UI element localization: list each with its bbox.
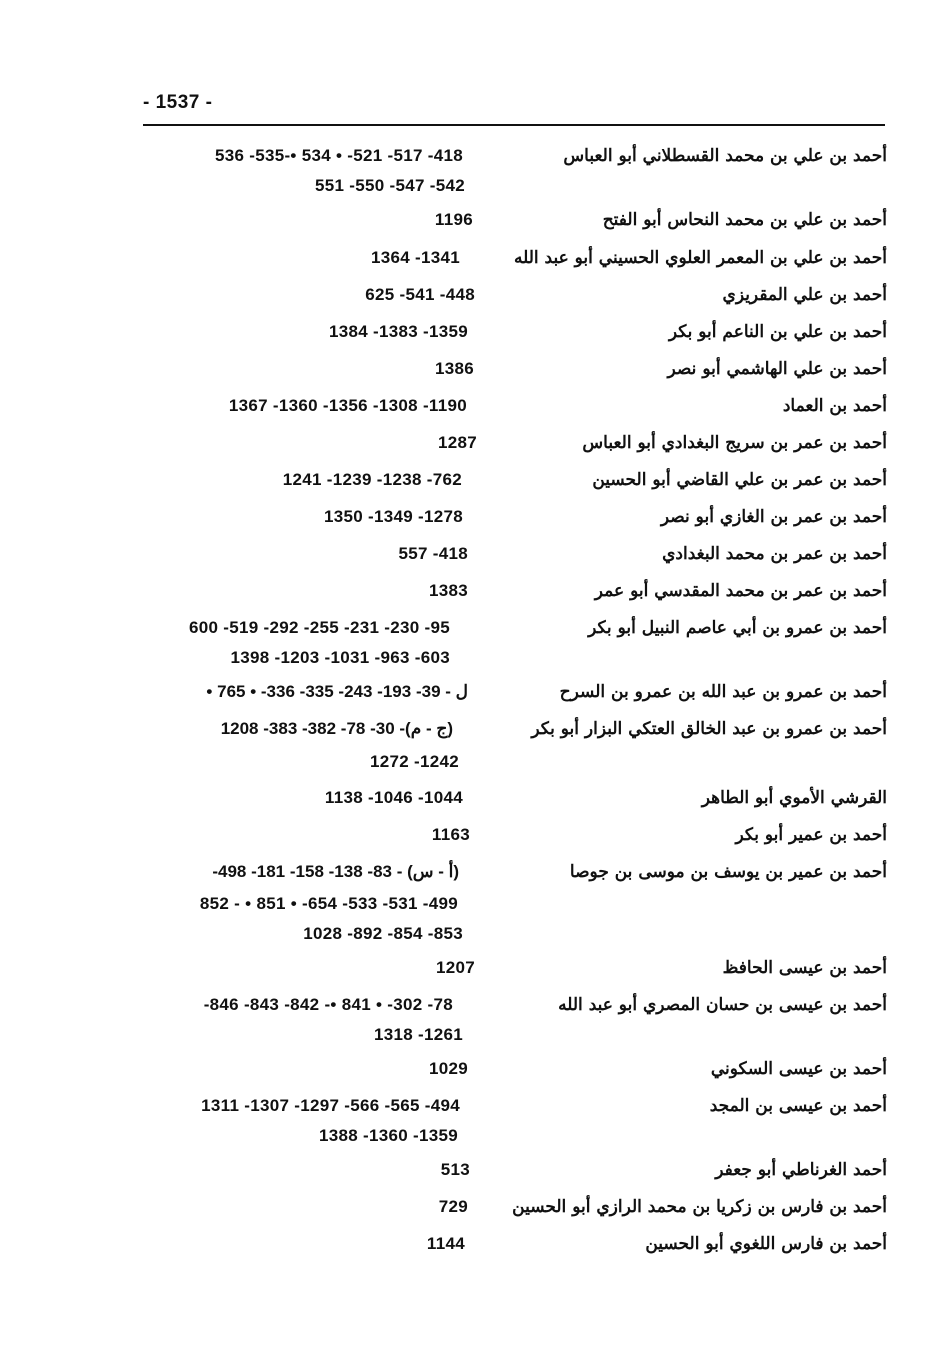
entry-name: أحمد بن علي بن محمد القسطلاني أبو العباس <box>563 146 887 166</box>
entry-name: أحمد بن عمرو بن أبي عاصم النبيل أبو بكر <box>588 618 887 638</box>
entry-name: أحمد بن عيسى بن حسان المصري أبو عبد الله <box>558 995 887 1015</box>
entry-pages: 418- 557 <box>398 544 468 563</box>
entry-pages: 78- 302- • 841 •- 842- 843- 846- <box>203 995 453 1014</box>
entry-name: أحمد بن عيسى بن المجد <box>709 1096 887 1116</box>
entry-pages: ل - 39- 193- 243- 335- 336- • 765 • <box>206 682 468 701</box>
entry-pages: 1207 <box>435 958 475 977</box>
entry-name: أحمد بن العماد <box>782 396 887 416</box>
entry-name: أحمد بن عيسى السكوني <box>710 1059 887 1079</box>
entry-pages: 1386 <box>434 359 474 378</box>
entry-pages: 1144 <box>426 1234 465 1253</box>
entry-name: أحمد بن عمير أبو بكر <box>735 825 887 845</box>
entry-name: أحمد بن عيسى الحافظ <box>722 958 887 978</box>
entry-pages: 1242- 1272 <box>369 752 459 771</box>
entry-pages: 1359- 1383- 1384 <box>328 322 468 341</box>
entry-pages: 603- 963- 1031- 1203- 1398 <box>230 648 450 667</box>
entry-name: أحمد بن عمر بن محمد المقدسي أبو عمر <box>594 581 887 601</box>
entry-name: أحمد بن عمر بن محمد البغدادي <box>662 544 887 564</box>
entry-pages: 853- 854- 892- 1028 <box>303 924 463 943</box>
entry-pages: 513 <box>440 1160 470 1179</box>
entry-name: أحمد بن علي المقريزي <box>722 285 887 305</box>
entry-pages: 1044- 1046- 1138 <box>324 788 463 807</box>
entry-pages: 95- 230- 231- 255- 292- 519- 600 <box>188 618 450 637</box>
entry-name: أحمد بن عمرو بن عبد الخالق العتكي البزار أبو بكر <box>531 719 887 739</box>
entry-pages: (أ - س) - 83- 138- 158- 181- 498- <box>212 862 459 881</box>
entry-pages: 448- 541- 625 <box>365 285 475 304</box>
entry-pages: 1341- 1364 <box>370 248 460 267</box>
entry-pages: 494- 565- 566- 1297- 1307- 1311 <box>201 1096 460 1115</box>
entry-pages: 1278- 1349- 1350 <box>323 507 463 526</box>
entry-name: أحمد بن علي بن المعمر العلوي الحسيني أبو عبد الله <box>513 248 887 268</box>
entry-pages: 762- 1238- 1239- 1241 <box>282 470 462 489</box>
page-number: - 1537 - <box>143 92 213 113</box>
entry-name: أحمد بن علي الهاشمي أبو نصر <box>667 359 887 379</box>
entry-pages: 499- 531- 533- 654- • 851 • - 852 <box>199 894 458 913</box>
entry-pages: 1359- 1360- 1388 <box>318 1126 458 1145</box>
entry-pages: 1163 <box>431 825 470 844</box>
entry-name: أحمد بن عمير بن يوسف بن موسى بن جوصا <box>569 862 887 882</box>
entry-pages: 1287 <box>437 433 477 452</box>
entry-name: أحمد بن عمر بن الغازي أبو نصر <box>660 507 887 527</box>
entry-pages: (ج - م)- 30- 78- 382- 383- 1208 <box>220 719 453 738</box>
entry-name: أحمد بن علي بن الناعم أبو بكر <box>668 322 887 342</box>
entry-name: أحمد بن فارس اللغوي أبو الحسين <box>645 1234 887 1254</box>
entry-pages: 1196 <box>434 210 473 229</box>
entry-name: أحمد بن علي بن محمد النحاس أبو الفتح <box>602 210 887 230</box>
entry-pages: 1029 <box>428 1059 468 1078</box>
entry-pages: 418- 517- 521- • 534 •-535- 536 <box>214 146 463 165</box>
entry-name: أحمد بن فارس بن زكريا بن محمد الرازي أبو الحسين <box>512 1197 887 1217</box>
entry-name: أحمد بن عمر بن سريج البغدادي أبو العباس <box>582 433 887 453</box>
entry-pages: 1383 <box>428 581 468 600</box>
entry-name: القرشي الأموي أبو الطاهر <box>701 788 887 808</box>
entry-pages: 729 <box>438 1197 468 1216</box>
entry-name: أحمد بن عمر بن علي القاضي أبو الحسين <box>592 470 887 490</box>
entry-pages: 1261- 1318 <box>373 1025 463 1044</box>
entry-name: أحمد بن عمرو بن عبد الله بن عمرو بن السرح <box>559 682 887 702</box>
entry-pages: 1190- 1308- 1356- 1360- 1367 <box>228 396 467 415</box>
header-rule <box>143 124 885 126</box>
entry-name: أحمد الغرناطي أبو جعفر <box>715 1160 887 1180</box>
entry-pages: 542- 547- 550- 551 <box>314 176 465 195</box>
